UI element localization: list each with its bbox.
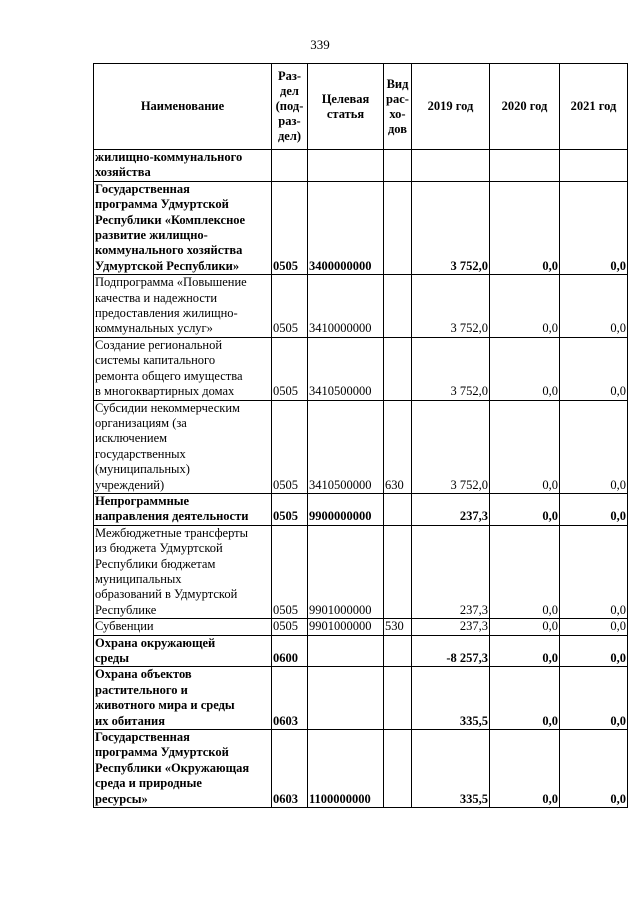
row-2019: 3 752,0 bbox=[412, 337, 490, 400]
table-row bbox=[94, 275, 628, 338]
row-target bbox=[308, 150, 384, 182]
row-2020 bbox=[490, 150, 560, 182]
row-2020: 0,0 bbox=[490, 275, 560, 338]
row-name-line: предоставления жилищно- bbox=[95, 306, 238, 321]
row-section: 0603 bbox=[272, 730, 308, 808]
row-name bbox=[94, 337, 272, 400]
header-2019: 2019 год bbox=[412, 64, 490, 150]
row-name-line: Республики «Окружающая bbox=[95, 760, 250, 775]
row-target bbox=[308, 635, 384, 667]
row-2021: 0,0 bbox=[560, 275, 628, 338]
row-name-line: программа Удмуртской bbox=[95, 197, 229, 212]
row-2019: 3 752,0 bbox=[412, 400, 490, 493]
row-target: 3410500000 bbox=[308, 337, 384, 400]
row-name-line: в многоквартирных домах bbox=[95, 384, 235, 399]
row-section: 0505 bbox=[272, 275, 308, 338]
table-row bbox=[94, 667, 628, 730]
row-name-line: ресурсы» bbox=[95, 791, 148, 806]
row-name bbox=[94, 150, 272, 182]
row-2020: 0,0 bbox=[490, 337, 560, 400]
row-expense bbox=[384, 181, 412, 274]
row-name bbox=[94, 619, 272, 635]
row-name-line: Охрана окружающей bbox=[95, 635, 216, 650]
row-name-line: коммунального хозяйства bbox=[95, 243, 243, 258]
row-name-line: Субвенции bbox=[95, 619, 154, 634]
row-section: 0505 bbox=[272, 181, 308, 274]
row-expense: 530 bbox=[384, 619, 412, 635]
row-2021: 0,0 bbox=[560, 619, 628, 635]
table-row bbox=[94, 181, 628, 274]
row-2020: 0,0 bbox=[490, 525, 560, 618]
row-name-line: организациям (за bbox=[95, 415, 187, 430]
row-2020: 0,0 bbox=[490, 667, 560, 730]
row-2021: 0,0 bbox=[560, 525, 628, 618]
row-expense bbox=[384, 150, 412, 182]
row-name-line: исключением bbox=[95, 431, 168, 446]
row-section: 0505 bbox=[272, 400, 308, 493]
row-2020: 0,0 bbox=[490, 619, 560, 635]
row-name-line: Республики «Комплексное bbox=[95, 212, 246, 227]
row-target: 9901000000 bbox=[308, 619, 384, 635]
row-name bbox=[94, 525, 272, 618]
table-row bbox=[94, 730, 628, 808]
row-name bbox=[94, 400, 272, 493]
row-name bbox=[94, 275, 272, 338]
row-name-line: Республики бюджетам bbox=[95, 556, 216, 571]
row-target: 1100000000 bbox=[308, 730, 384, 808]
row-name-line: (муниципальных) bbox=[95, 462, 190, 477]
row-section: 0505 bbox=[272, 493, 308, 525]
row-2019: 335,5 bbox=[412, 667, 490, 730]
row-name-line: Межбюджетные трансферты bbox=[95, 525, 249, 540]
row-expense bbox=[384, 493, 412, 525]
row-name-line: качества и надежности bbox=[95, 290, 218, 305]
table-header-row bbox=[94, 64, 628, 150]
row-2019: -8 257,3 bbox=[412, 635, 490, 667]
row-2019: 335,5 bbox=[412, 730, 490, 808]
row-name-line: системы капитального bbox=[95, 353, 216, 368]
header-2021: 2021 год bbox=[560, 64, 628, 150]
row-2019: 237,3 bbox=[412, 619, 490, 635]
row-2019 bbox=[412, 150, 490, 182]
row-target bbox=[308, 667, 384, 730]
row-target: 3410000000 bbox=[308, 275, 384, 338]
row-expense bbox=[384, 667, 412, 730]
header-name: Наименование bbox=[94, 64, 272, 150]
row-name-line: направления деятельности bbox=[95, 509, 249, 524]
row-name-line: муниципальных bbox=[95, 571, 182, 586]
header-target: Целевая статья bbox=[308, 64, 384, 150]
row-name-line: Удмуртской Республики» bbox=[95, 258, 240, 273]
row-2019: 237,3 bbox=[412, 493, 490, 525]
row-target: 9901000000 bbox=[308, 525, 384, 618]
table-row bbox=[94, 493, 628, 525]
row-expense: 630 bbox=[384, 400, 412, 493]
row-name-line: жилищно-коммунального bbox=[95, 150, 243, 164]
row-name bbox=[94, 635, 272, 667]
row-name-line: Подпрограмма «Повышение bbox=[95, 275, 247, 290]
row-name-line: ремонта общего имущества bbox=[95, 368, 243, 383]
row-name-line: из бюджета Удмуртской bbox=[95, 541, 223, 556]
row-section: 0603 bbox=[272, 667, 308, 730]
row-2021: 0,0 bbox=[560, 337, 628, 400]
row-2020: 0,0 bbox=[490, 400, 560, 493]
row-name-line: Республике bbox=[95, 602, 157, 617]
row-name-line: животного мира и среды bbox=[95, 698, 235, 713]
row-expense bbox=[384, 730, 412, 808]
row-2021: 0,0 bbox=[560, 181, 628, 274]
row-name-line: среда и природные bbox=[95, 776, 202, 791]
row-name bbox=[94, 730, 272, 808]
row-name-line: Охрана объектов bbox=[95, 667, 192, 682]
row-expense bbox=[384, 525, 412, 618]
row-name-line: растительного и bbox=[95, 682, 188, 697]
row-2021: 0,0 bbox=[560, 730, 628, 808]
row-name-line: Непрограммные bbox=[95, 493, 190, 508]
row-name-line: государственных bbox=[95, 446, 186, 461]
row-name-line: программа Удмуртской bbox=[95, 745, 229, 760]
row-section bbox=[272, 150, 308, 182]
row-name bbox=[94, 667, 272, 730]
row-name-line: образований в Удмуртской bbox=[95, 587, 238, 602]
row-2021 bbox=[560, 150, 628, 182]
row-2020: 0,0 bbox=[490, 181, 560, 274]
row-target: 9900000000 bbox=[308, 493, 384, 525]
budget-table bbox=[93, 63, 628, 808]
page-number: 339 bbox=[310, 37, 330, 52]
row-expense bbox=[384, 275, 412, 338]
row-name-line: Государственная bbox=[95, 730, 190, 745]
header-section: Раз- дел (под- раз- дел) bbox=[272, 64, 308, 150]
row-2019: 3 752,0 bbox=[412, 275, 490, 338]
row-2019: 237,3 bbox=[412, 525, 490, 618]
row-name-line: коммунальных услуг» bbox=[95, 321, 213, 336]
row-name-line: хозяйства bbox=[95, 165, 151, 180]
row-2019: 3 752,0 bbox=[412, 181, 490, 274]
row-name-line: среды bbox=[95, 651, 129, 665]
table-row bbox=[94, 337, 628, 400]
row-section: 0505 bbox=[272, 337, 308, 400]
header-2020: 2020 год bbox=[490, 64, 560, 150]
row-section: 0600 bbox=[272, 635, 308, 667]
row-expense bbox=[384, 337, 412, 400]
row-2021: 0,0 bbox=[560, 667, 628, 730]
row-name bbox=[94, 493, 272, 525]
row-target: 3400000000 bbox=[308, 181, 384, 274]
table-row bbox=[94, 525, 628, 618]
table-row bbox=[94, 400, 628, 493]
header-expense: Вид рас- хо- дов bbox=[384, 64, 412, 150]
row-2021: 0,0 bbox=[560, 493, 628, 525]
row-name-line: развитие жилищно- bbox=[95, 228, 208, 243]
row-name bbox=[94, 181, 272, 274]
row-2020: 0,0 bbox=[490, 730, 560, 808]
row-name-line: их обитания bbox=[95, 713, 165, 728]
row-name-line: Государственная bbox=[95, 181, 190, 196]
row-2021: 0,0 bbox=[560, 635, 628, 667]
row-name-line: Создание региональной bbox=[95, 337, 223, 352]
row-expense bbox=[384, 635, 412, 667]
row-name-line: Субсидии некоммерческим bbox=[95, 400, 240, 415]
row-2020: 0,0 bbox=[490, 493, 560, 525]
row-2021: 0,0 bbox=[560, 400, 628, 493]
row-target: 3410500000 bbox=[308, 400, 384, 493]
table-row bbox=[94, 619, 628, 635]
table-row bbox=[94, 635, 628, 667]
row-section: 0505 bbox=[272, 525, 308, 618]
row-section: 0505 bbox=[272, 619, 308, 635]
row-2020: 0,0 bbox=[490, 635, 560, 667]
table-row bbox=[94, 150, 628, 182]
row-name-line: учреждений) bbox=[95, 477, 165, 492]
